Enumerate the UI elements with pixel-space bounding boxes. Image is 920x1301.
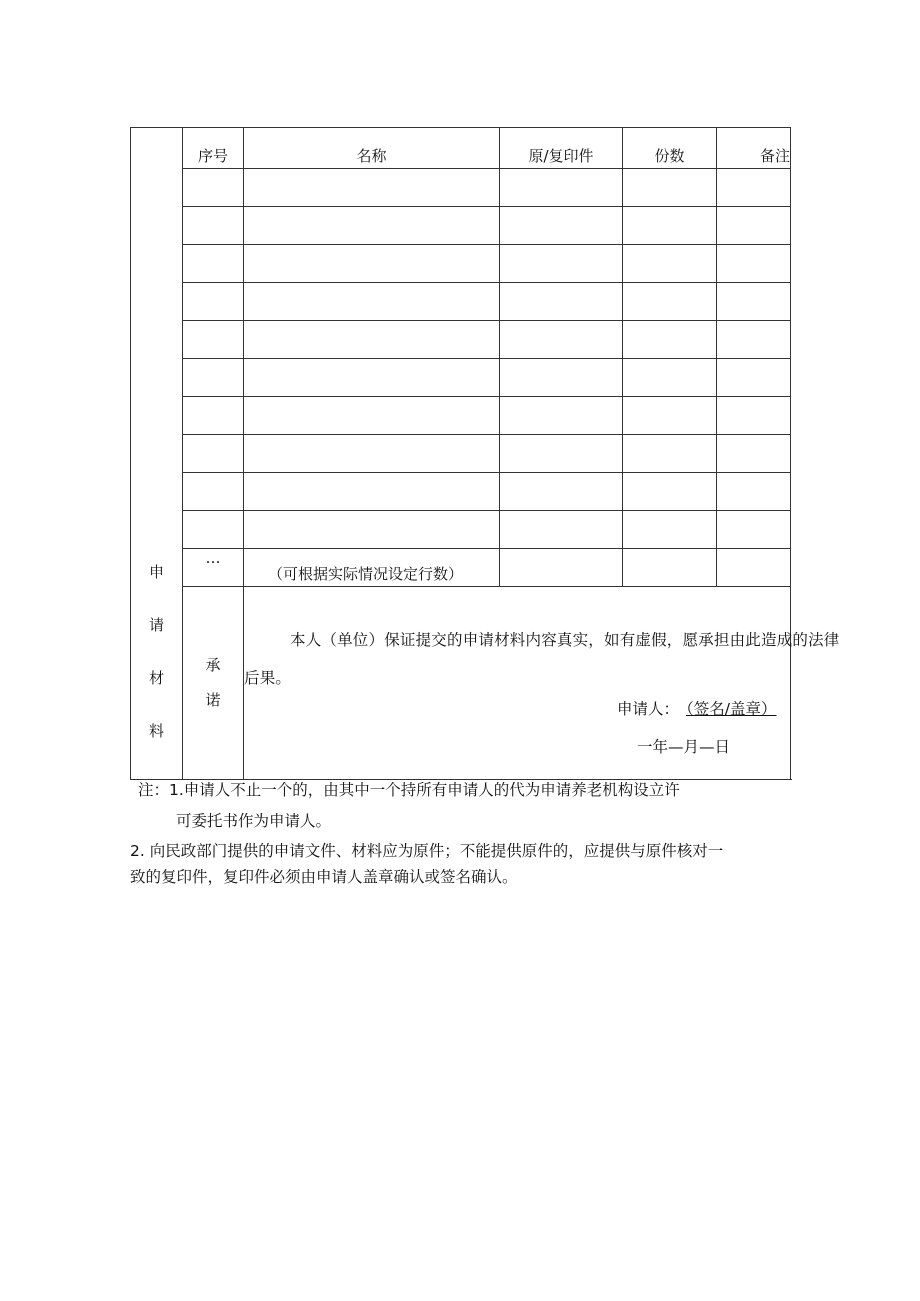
promise-text: 本人（单位）保证提交的申请材料内容真实，如有虚假，愿承担由此造成的法律后果。 xyxy=(244,631,840,687)
cell-note[interactable] xyxy=(717,397,791,435)
note-2-line-2: 致的复印件，复印件必须由申请人盖章确认或签名确认。 xyxy=(130,868,518,886)
side-char: 请 xyxy=(148,616,164,634)
cell-count[interactable] xyxy=(623,245,717,283)
cell-name[interactable] xyxy=(244,511,500,549)
date-field[interactable]: 一年—月—日 xyxy=(637,738,731,756)
side-char: 申 xyxy=(148,563,164,581)
ellipsis-cell: … xyxy=(183,549,244,587)
cell-name[interactable] xyxy=(244,245,500,283)
cell-count[interactable] xyxy=(623,321,717,359)
cell-no[interactable] xyxy=(183,169,244,207)
cell-note[interactable] xyxy=(717,511,791,549)
cell-copy[interactable] xyxy=(500,549,623,587)
table-row xyxy=(131,321,791,359)
cell-copy[interactable] xyxy=(500,245,623,283)
side-char: 诺 xyxy=(205,691,221,709)
cell-no[interactable] xyxy=(183,397,244,435)
cell-no[interactable] xyxy=(183,359,244,397)
cell-count[interactable] xyxy=(623,283,717,321)
column-header-no: 序号 xyxy=(183,128,244,169)
cell-copy[interactable] xyxy=(500,207,623,245)
application-materials-table xyxy=(130,127,840,780)
note-2-line-1: 2. 向民政部门提供的申请文件、材料应为原件；不能提供原件的，应提供与原件核对一 xyxy=(130,842,724,860)
table-row xyxy=(131,207,791,245)
table-row-last xyxy=(131,549,791,587)
cell-name[interactable] xyxy=(244,397,500,435)
cell-note[interactable] xyxy=(717,321,791,359)
cell-no[interactable] xyxy=(183,245,244,283)
side-char: 承 xyxy=(205,656,221,674)
cell-name[interactable] xyxy=(244,169,500,207)
table-header-row xyxy=(131,128,791,169)
table-row xyxy=(131,435,791,473)
cell-no[interactable] xyxy=(183,283,244,321)
cell-count[interactable] xyxy=(623,207,717,245)
cell-note[interactable] xyxy=(717,359,791,397)
promise-side-label xyxy=(183,587,244,780)
cell-copy[interactable] xyxy=(500,511,623,549)
promise-cell xyxy=(244,587,840,780)
row-count-hint: （可根据实际情况设定行数） xyxy=(244,549,500,587)
cell-copy[interactable] xyxy=(500,321,623,359)
cell-copy[interactable] xyxy=(500,283,623,321)
cell-count[interactable] xyxy=(623,397,717,435)
cell-copy[interactable] xyxy=(500,473,623,511)
cell-name[interactable] xyxy=(244,359,500,397)
cell-no[interactable] xyxy=(183,321,244,359)
cell-count[interactable] xyxy=(623,169,717,207)
table-row xyxy=(131,169,791,207)
side-char: 材 xyxy=(148,669,164,687)
cell-note[interactable] xyxy=(717,245,791,283)
cell-no[interactable] xyxy=(183,473,244,511)
cell-note[interactable] xyxy=(717,549,791,587)
signature-field[interactable]: （签名/盖章） xyxy=(686,700,777,718)
promise-row xyxy=(131,587,791,780)
cell-note[interactable] xyxy=(717,435,791,473)
cell-no[interactable] xyxy=(183,207,244,245)
cell-copy[interactable] xyxy=(500,397,623,435)
cell-note[interactable] xyxy=(717,283,791,321)
signer-line xyxy=(617,697,780,719)
cell-count[interactable] xyxy=(623,435,717,473)
cell-count[interactable] xyxy=(623,473,717,511)
cell-name[interactable] xyxy=(244,283,500,321)
table-row xyxy=(131,283,791,321)
cell-copy[interactable] xyxy=(500,169,623,207)
table-row xyxy=(131,511,791,549)
cell-name[interactable] xyxy=(244,435,500,473)
column-header-copy: 原/复印件 xyxy=(500,128,623,169)
cell-name[interactable] xyxy=(244,207,500,245)
cell-name[interactable] xyxy=(244,473,500,511)
cell-count[interactable] xyxy=(623,511,717,549)
cell-count[interactable] xyxy=(623,359,717,397)
cell-copy[interactable] xyxy=(500,359,623,397)
cell-no[interactable] xyxy=(183,511,244,549)
cell-count[interactable] xyxy=(623,549,717,587)
materials-side-label xyxy=(131,128,183,780)
table-row xyxy=(131,397,791,435)
cell-note[interactable] xyxy=(717,473,791,511)
cell-note[interactable] xyxy=(717,169,791,207)
column-header-note: 备注 xyxy=(717,128,791,169)
column-header-name: 名称 xyxy=(244,128,500,169)
table-row xyxy=(131,245,791,283)
table-row xyxy=(131,473,791,511)
cell-no[interactable] xyxy=(183,435,244,473)
note-1-line-1: 注：1.申请人不止一个的，由其中一个持所有申请人的代为申请养老机构设立许 xyxy=(138,781,680,799)
cell-note[interactable] xyxy=(717,207,791,245)
note-1-line-2: 可委托书作为申请人。 xyxy=(176,812,332,830)
column-header-count: 份数 xyxy=(623,128,717,169)
cell-copy[interactable] xyxy=(500,435,623,473)
table-row xyxy=(131,359,791,397)
signer-label: 申请人： xyxy=(617,700,680,718)
side-char: 料 xyxy=(148,722,164,740)
cell-name[interactable] xyxy=(244,321,500,359)
